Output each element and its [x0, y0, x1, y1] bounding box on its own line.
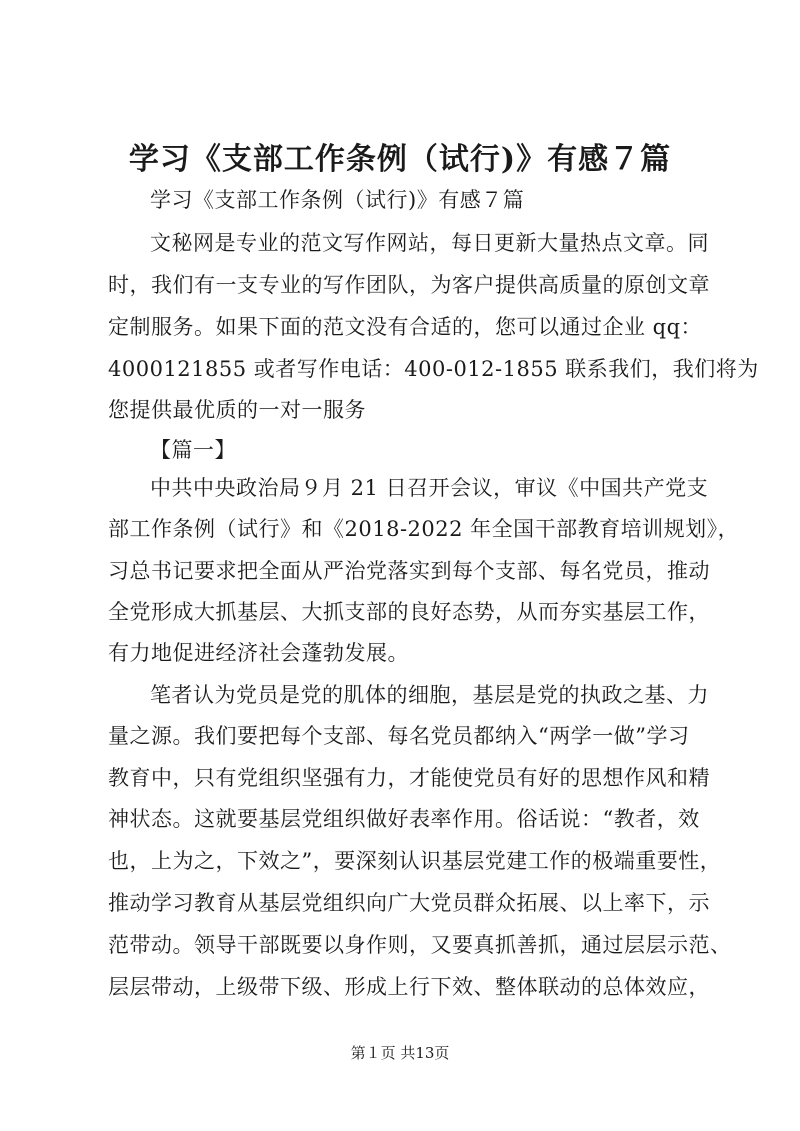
document-title: 学习《支部工作条例（试行)》有感７篇 — [128, 142, 672, 177]
paragraph-line: 神状态。这就要基层党组织做好表率作用。俗话说：“教者，效 — [108, 807, 700, 831]
paragraph-line: 定制服务。如果下面的范文没有合适的，您可以通过企业 qq： — [108, 315, 703, 339]
paragraph-line: 中共中央政治局９月 21 日召开会议，审议《中国共产党支 — [150, 476, 709, 500]
paragraph-line: 有力地促进经济社会蓬勃发展。 — [108, 641, 409, 665]
paragraph-line: 文秘网是专业的范文写作网站，每日更新大量热点文章。同 — [150, 231, 709, 255]
paragraph-line: 层层带动，上级带下级、形成上行下效、整体联动的总体效应， — [108, 975, 710, 999]
page-number-footer: 第１页 共13页 — [350, 1044, 450, 1062]
paragraph-line: 习总书记要求把全面从严治党落实到每个支部、每名党员，推动 — [108, 559, 710, 583]
paragraph-line: 时，我们有一支专业的写作团队，为客户提供高质量的原创文章 — [108, 273, 710, 297]
paragraph-line: 范带动。领导干部既要以身作则，又要真抓善抓，通过层层示范、 — [108, 933, 732, 957]
paragraph-line: 教育中，只有党组织坚强有力，才能使党员有好的思想作风和精 — [108, 766, 710, 790]
paragraph-line: 全党形成大抓基层、大抓支部的良好态势，从而夯实基层工作， — [108, 600, 710, 624]
paragraph-line: 4000121855 或者写作电话：400-012-1855 联系我们，我们将为 — [108, 357, 759, 381]
paragraph-line: 您提供最优质的一对一服务 — [108, 398, 366, 422]
subtitle-line: 学习《支部工作条例（试行)》有感７篇 — [150, 188, 525, 212]
paragraph-line: 也，上为之，下效之”，要深刻认识基层党建工作的极端重要性， — [108, 849, 722, 873]
section-heading: 【篇一】 — [150, 438, 236, 462]
paragraph-line: 推动学习教育从基层党组织向广大党员群众拓展、以上率下，示 — [108, 891, 710, 915]
paragraph-line: 量之源。我们要把每个支部、每名党员都纳入“两学一做”学习 — [108, 724, 690, 748]
paragraph-line: 部工作条例（试行》和《2018-2022 年全国干部教育培训规划》， — [108, 517, 740, 541]
paragraph-line: 笔者认为党员是党的肌体的细胞，基层是党的执政之基、力 — [150, 683, 709, 707]
